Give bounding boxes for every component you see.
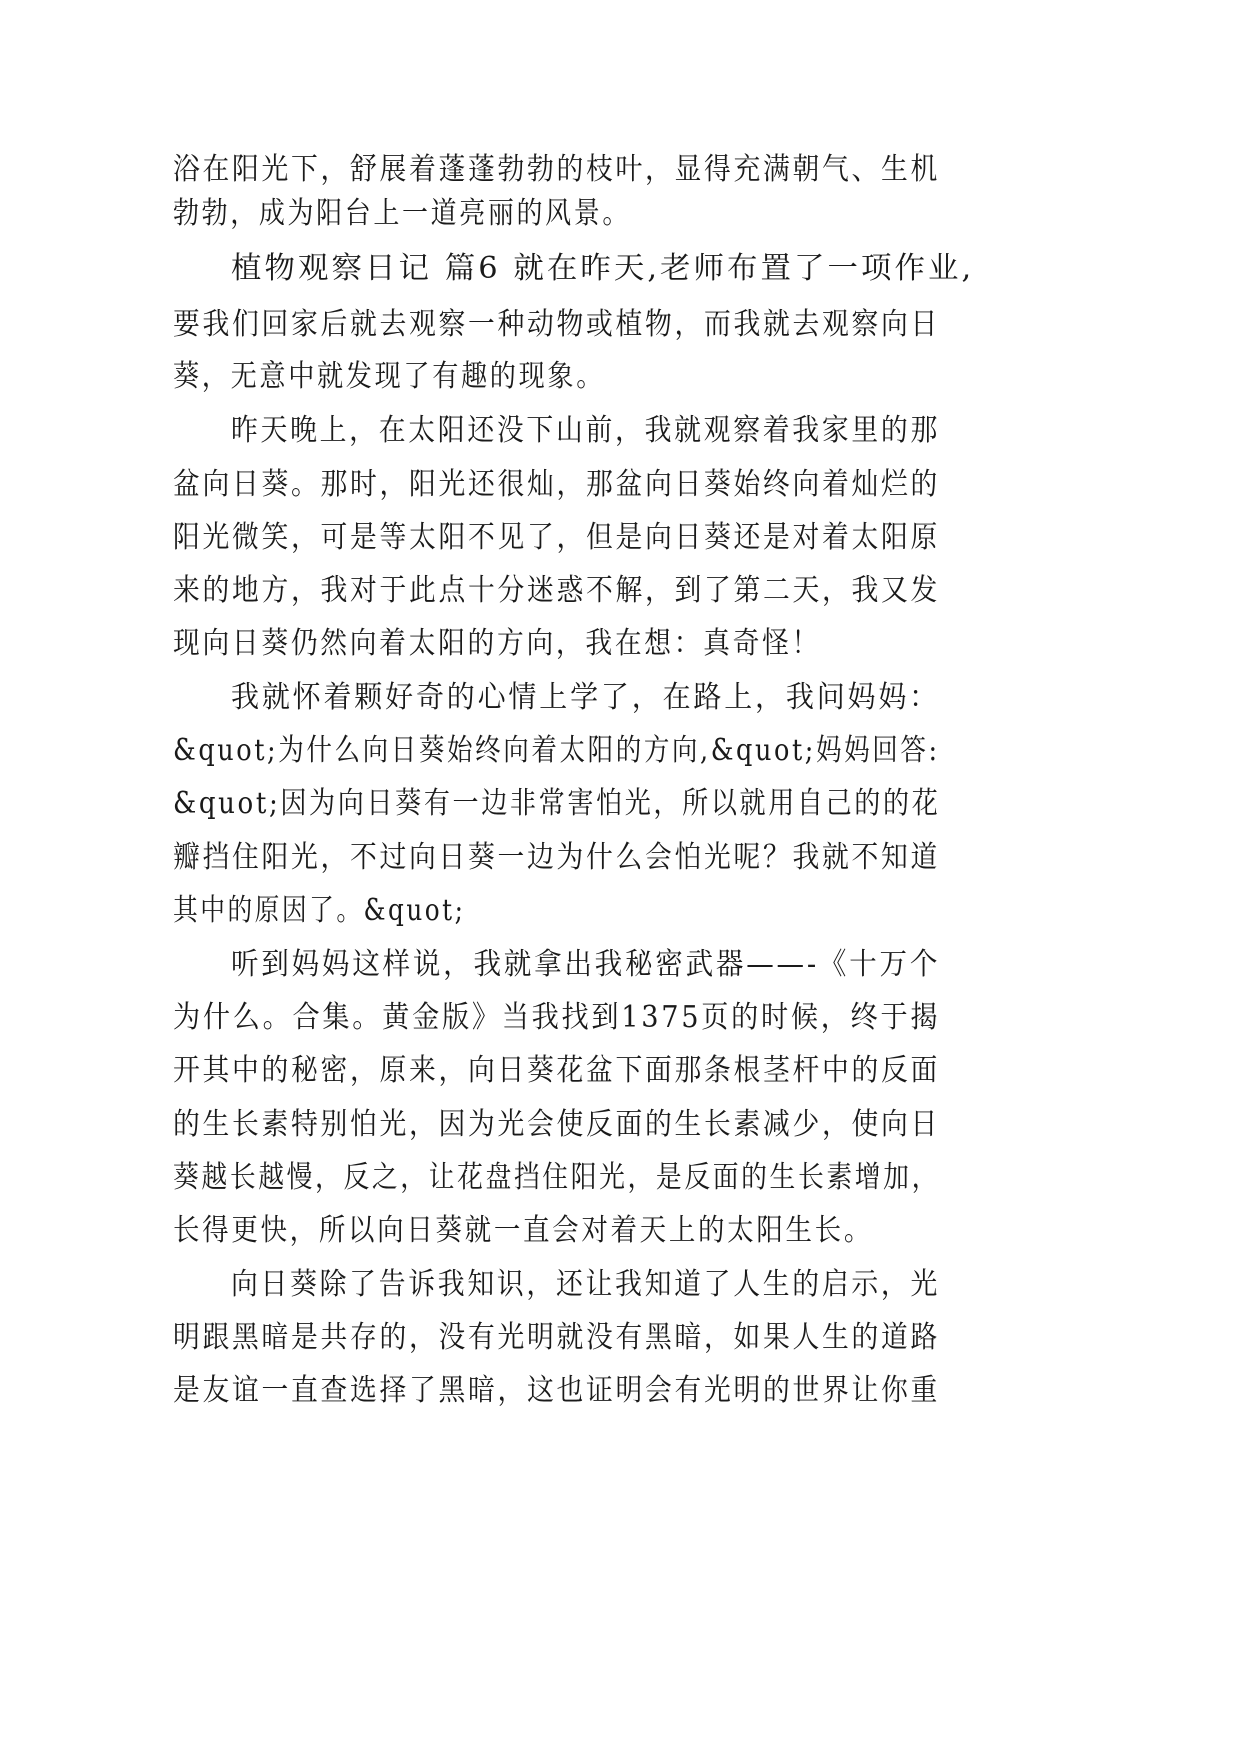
- text-line-4: 要我们回家后就去观察一种动物或植物，而我就去观察向日: [173, 307, 940, 342]
- text-line-14: 瓣挡住阳光，不过向日葵一边为什么会怕光呢？我就不知道: [173, 840, 940, 875]
- text-line-7: 盆向日葵。那时，阳光还很灿，那盆向日葵始终向着灿烂的: [173, 467, 940, 502]
- text-line-9: 来的地方，我对于此点十分迷惑不解，到了第二天，我又发: [173, 573, 940, 608]
- text-line-3: 植物观察日记 篇6 就在昨天,老师布置了一项作业,: [231, 251, 975, 286]
- text-line-1: 浴在阳光下，舒展着蓬蓬勃勃的枝叶，显得充满朝气、生机: [173, 152, 940, 187]
- text-line-10: 现向日葵仍然向着太阳的方向，我在想：真奇怪！: [173, 626, 821, 661]
- text-line-17: 为什么。合集。黄金版》当我找到1375页的时候，终于揭: [173, 1000, 941, 1035]
- text-line-13: &quot;因为向日葵有一边非常害怕光，所以就用自己的的花: [173, 786, 941, 821]
- text-line-15: 其中的原因了。&quot;: [173, 893, 466, 928]
- text-line-2: 勃勃，成为阳台上一道亮丽的风景。: [173, 196, 631, 231]
- text-line-16: 听到妈妈这样说，我就拿出我秘密武器——-《十万个: [231, 947, 941, 982]
- text-line-12: &quot;为什么向日葵始终向着太阳的方向,&quot;妈妈回答:: [173, 733, 940, 768]
- text-line-8: 阳光微笑，可是等太阳不见了，但是向日葵还是对着太阳原: [173, 520, 940, 555]
- text-line-22: 向日葵除了告诉我知识，还让我知道了人生的启示，光: [231, 1267, 940, 1302]
- text-line-24: 是友谊一直查选择了黑暗，这也证明会有光明的世界让你重: [173, 1373, 940, 1408]
- text-line-18: 开其中的秘密，原来，向日葵花盆下面那条根茎杆中的反面: [173, 1053, 940, 1088]
- text-line-23: 明跟黑暗是共存的，没有光明就没有黑暗，如果人生的道路: [173, 1320, 940, 1355]
- text-line-20: 葵越长越慢，反之，让花盘挡住阳光，是反面的生长素增加，: [173, 1160, 940, 1195]
- text-line-5: 葵，无意中就发现了有趣的现象。: [173, 359, 605, 394]
- text-line-21: 长得更快，所以向日葵就一直会对着天上的太阳生长。: [173, 1213, 873, 1248]
- text-line-6: 昨天晚上，在太阳还没下山前，我就观察着我家里的那: [231, 413, 940, 448]
- text-line-19: 的生长素特别怕光，因为光会使反面的生长素减少，使向日: [173, 1107, 940, 1142]
- text-line-11: 我就怀着颗好奇的心情上学了，在路上，我问妈妈：: [231, 680, 940, 715]
